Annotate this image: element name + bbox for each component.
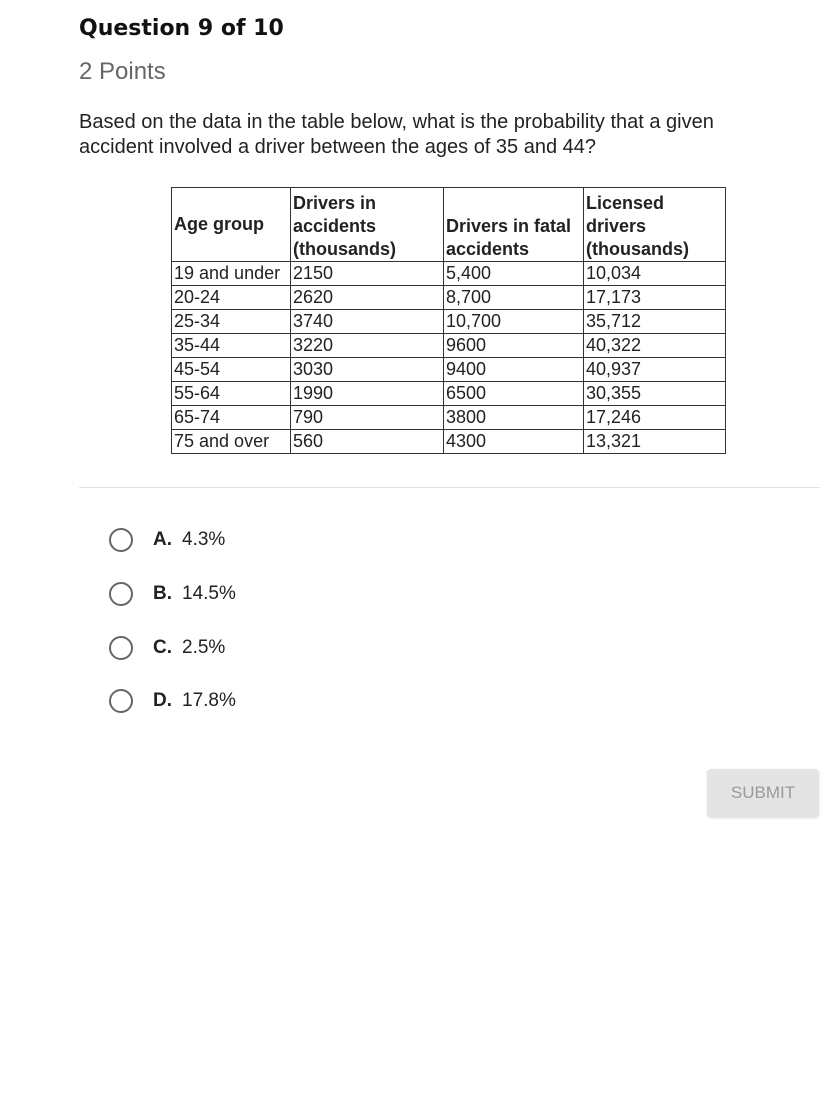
submit-button[interactable]: SUBMIT: [707, 769, 819, 817]
table-row: [172, 286, 726, 310]
table-cell: 9400: [444, 358, 584, 382]
table-cell: 1990: [291, 382, 444, 406]
column-header: Drivers in accidents (thousands): [291, 188, 444, 262]
option-text: 4.3%: [182, 529, 226, 550]
table-cell: 3220: [291, 334, 444, 358]
table-cell: 6500: [444, 382, 584, 406]
table-cell: 560: [291, 430, 444, 454]
table-cell: 19 and under: [172, 262, 291, 286]
table-cell: 9600: [444, 334, 584, 358]
option-letter: D.: [153, 690, 172, 711]
table-cell: 35,712: [584, 310, 726, 334]
table-row: [172, 382, 726, 406]
table-cell: 10,700: [444, 310, 584, 334]
column-header: Licensed drivers (thousands): [584, 188, 726, 262]
table-row: [172, 334, 726, 358]
table-cell: 75 and over: [172, 430, 291, 454]
option-a[interactable]: [109, 526, 225, 554]
table-header-row: [172, 188, 726, 262]
option-letter: B.: [153, 583, 172, 604]
question-points: 2 Points: [79, 58, 166, 85]
table-cell: 2150: [291, 262, 444, 286]
option-b[interactable]: [109, 580, 236, 608]
radio-icon[interactable]: [109, 689, 133, 713]
table-cell: 790: [291, 406, 444, 430]
option-letter: C.: [153, 637, 172, 658]
data-table: [171, 187, 726, 454]
table-cell: 5,400: [444, 262, 584, 286]
table-cell: 4300: [444, 430, 584, 454]
table-cell: 40,322: [584, 334, 726, 358]
option-text: 2.5%: [182, 637, 226, 658]
radio-icon[interactable]: [109, 636, 133, 660]
table-cell: 13,321: [584, 430, 726, 454]
table-cell: 17,173: [584, 286, 726, 310]
table-row: [172, 358, 726, 382]
table-cell: 3800: [444, 406, 584, 430]
table-cell: 25-34: [172, 310, 291, 334]
option-c[interactable]: [109, 634, 225, 662]
table-cell: 3740: [291, 310, 444, 334]
column-header: Drivers in fatal accidents: [444, 188, 584, 262]
table-cell: 45-54: [172, 358, 291, 382]
table-row: [172, 406, 726, 430]
table-cell: 3030: [291, 358, 444, 382]
option-text: 17.8%: [182, 690, 236, 711]
option-letter: A.: [153, 529, 172, 550]
table-cell: 65-74: [172, 406, 291, 430]
radio-icon[interactable]: [109, 582, 133, 606]
question-prompt: Based on the data in the table below, what is the probability that a given accident involved a driver between the ages of 35 and 44?: [79, 111, 714, 158]
option-d[interactable]: [109, 687, 236, 715]
divider: [79, 487, 820, 488]
table-cell: 20-24: [172, 286, 291, 310]
table-cell: 35-44: [172, 334, 291, 358]
table-row: [172, 310, 726, 334]
radio-icon[interactable]: [109, 528, 133, 552]
column-header: Age group: [172, 188, 291, 262]
table-row: [172, 430, 726, 454]
table-cell: 8,700: [444, 286, 584, 310]
table-cell: 17,246: [584, 406, 726, 430]
table-cell: 10,034: [584, 262, 726, 286]
table-cell: 40,937: [584, 358, 726, 382]
table-cell: 2620: [291, 286, 444, 310]
table-cell: 55-64: [172, 382, 291, 406]
question-number: Question 9 of 10: [79, 16, 284, 41]
option-text: 14.5%: [182, 583, 236, 604]
table-row: [172, 262, 726, 286]
table-cell: 30,355: [584, 382, 726, 406]
